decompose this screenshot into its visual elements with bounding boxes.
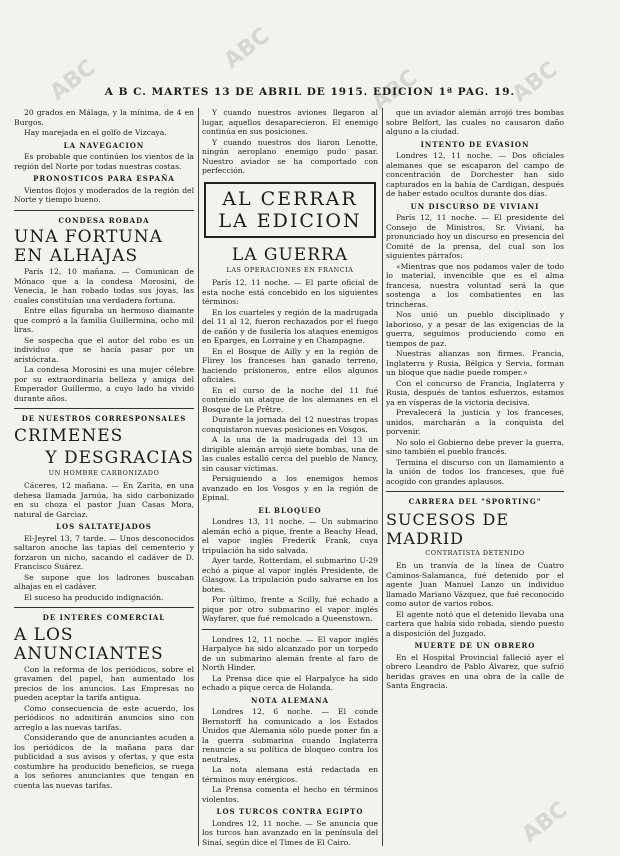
column-rule-2: [382, 108, 383, 846]
paragraph: Hay marejada en el golfo de Vizcaya.: [24, 128, 167, 137]
divider: [386, 491, 564, 492]
section-subhead: NOTA ALEMANA: [251, 695, 329, 705]
paragraph: Y cuando nuestros dos liaron Lenotte, ningún aeroplano enemigo pudo pasar. Nuestro aviador se ha comportado con perfección.: [202, 137, 378, 175]
paragraph: París 12, 11 noche. — El presidente del Consejo de Ministros, Sr. Viviani, ha pronunciado hoy un discurso en presencia del Comité de la prensa, del cual son los siguientes párrafos:: [386, 213, 564, 260]
paragraph: La Prensa dice que el Harpalyce ha sido echado a pique cerca de Holanda.: [202, 673, 378, 692]
paragraph: En el Hospital Provincial falleció ayer el obrero Leandro de Pablo Álvarez, que sufrió heridas graves en una obra de la calle de Santa Engracia.: [386, 652, 564, 690]
section-subhead: DE INTERES COMERCIAL: [42, 613, 166, 622]
watermark-5: ABC: [517, 797, 573, 848]
paragraph: Entre ellas figuraba un hermoso diamante que compró a la familia Guillermina, ocho mil liras.: [14, 306, 194, 334]
headline-crimenes: CRIMENES: [14, 425, 124, 446]
watermark-4: ABC: [507, 57, 563, 108]
paragraph: Londres 13, 11 noche. — Un submarino alemán echó a pique, frente a Beachy Head, el vapor inglés Frederik Frank, cuya tripulación ha sido salvada.: [202, 517, 378, 555]
headline-guerra: LA GUERRA: [231, 244, 349, 265]
headline-deck: UN HOMBRE CARBONIZADO: [48, 468, 160, 477]
paragraph: Y cuando nuestros aviones llegaron al lugar, aquellos desaparecieron. El enemigo continúa en sus posiciones.: [202, 108, 378, 136]
paragraph: La Prensa comenta el hecho en términos violentos.: [202, 785, 378, 804]
paragraph: Nuestras alianzas son firmes. Francia, Inglaterra y Rusia, Bélgica y Servia, forman un bloque que nadie puede romper.»: [386, 349, 564, 377]
paragraph: Termina el discurso con un llamamiento a la unión de todos los franceses, que fué acogido con grandes aplausos.: [386, 457, 564, 486]
paragraph: Londres 12, 11 noche. — El vapor inglés Harpalyce ha sido alcanzado por un torpedo de un submarino alemán frente al faro de North Hinder.: [202, 634, 378, 672]
section-subhead: LA NAVEGACION: [63, 140, 145, 150]
headline-anunciantes: A LOS ANUNCIANTES: [14, 624, 164, 664]
paragraph: En el Bosque de Ailly y en la región de Flirey los franceses han ganado terreno, haciendo prisioneros, entre ellos algunos oficiales.: [202, 346, 378, 384]
column-3: [386, 108, 564, 850]
divider: [14, 607, 194, 608]
paragraph: Como consecuencia de este acuerdo, los periódicos no admitirán anuncios sino con arreglo a las nuevas tarifas.: [14, 703, 194, 732]
paragraph: Por último, frente a Scilly, fué echado a pique por otro submarino el vapor inglés Wayfarer, que fué remolcado a Queenstown.: [202, 595, 378, 623]
paragraph: La nota alemana está redactada en términos muy enérgicos.: [202, 765, 378, 784]
paragraph: que un aviador alemán arrojó tres bombas sobre Belfort, las cuales no causaron daño alguno a la ciudad.: [386, 108, 564, 136]
paragraph: Londres 12, 11 noche. — Dos oficiales alemanes que se escaparon del campo de concentración de Dorchester han sido capturados en la bahía de Cardigan, después de haber estado ocultos durante dos días.: [386, 151, 564, 198]
watermark-1: ABC: [45, 55, 101, 106]
paragraph: Es probable que continúen los vientos de la región del Norte por todas nuestras costas.: [14, 152, 194, 171]
paragraph: Con la reforma de los periódicos, sobre el gravamen del papel, han aumentado los precios de los anuncios. Las Empresas no pueden aceptar la tarifa antigua.: [14, 664, 194, 702]
paragraph: 20 grados en Málaga, y la mínima, de 4 en Burgos.: [14, 108, 194, 127]
paragraph: No solo el Gobierno debe prever la guerra, sino también el pueblo francés.: [386, 437, 564, 456]
section-subhead: LOS TURCOS CONTRA EGIPTO: [216, 807, 364, 816]
al-cerrar-box: [204, 182, 376, 238]
divider: [14, 408, 194, 409]
paragraph: A la una de la madrugada del 13 un dirigible alemán arrojó siete bombas, una de las cuales estalló cerca del pueblo de Nancy, sin causar víctimas.: [202, 435, 378, 473]
column-1: [14, 108, 194, 850]
section-subhead: INTENTO DE EVASION: [420, 139, 530, 149]
section-subhead: CONDESA ROBADA: [58, 215, 150, 225]
page-header: A B C. MARTES 13 DE ABRIL DE 1915. EDICION 1ª PAG. 19.: [104, 86, 516, 98]
paragraph: El agente notó que el detenido llevaba una cartera que había sido robada, siendo puesto a disposición del Juzgado.: [386, 609, 564, 638]
paragraph: La condesa Morosini es una mujer célebre por su extraordinaria belleza y amiga del Emperador Guillermo, a cuyo lado ha vivido durante años.: [14, 365, 194, 403]
divider: [202, 629, 378, 630]
section-subhead: PRONOSTICOS PARA ESPAÑA: [33, 174, 175, 183]
headline-desgracias: Y DESGRACIAS: [45, 447, 194, 468]
paragraph: Londres 12, 6 noche. — El conde Bernstorff ha comunicado a los Estados Unidos que Alemania sólo puede poner fin a la guerra submarina cuando Inglaterra renuncie a su política de bloqueo contra los neutrales.: [202, 707, 378, 764]
paragraph: El-Jeyrel 13, 7 tarde. — Unos desconocidos saltaron anoche las tapias del cementerio y forzaron un nicho, sacando el cadáver de D. Francisco Suárez.: [14, 533, 194, 571]
paragraph: Cáceres, 12 mañana. — En Zarita, en una dehesa llamada Jarnúa, ha sido carbonizado en su choza el pastor Juan Casas Mora, natural de Garciaz.: [14, 481, 194, 519]
section-subhead: UN DISCURSO DE VIVIANI: [410, 201, 540, 211]
watermark-2: ABC: [219, 23, 275, 74]
paragraph: Londres 12, 11 noche. — Se anuncia que los turcos han avanzado en la península del Sinaí, según dice el Times de El Cairo.: [202, 818, 378, 847]
divider: [14, 210, 194, 211]
headline-sucesos: SUCESOS DE MADRID: [386, 509, 509, 548]
paragraph: «Mientras que nos podamos valer de todo lo material, invencible que es el alma francesa, nuestra voluntad será la que sostenga a los combatientes en las trincheras.: [386, 261, 564, 309]
paragraph: En el curso de la noche del 11 fué contenido un ataque de los alemanes en el Bosque de Le Prêtre.: [202, 385, 378, 414]
section-subhead: LOS SALTATEJADOS: [56, 522, 152, 531]
paragraph: Con el concurso de Francia, Inglaterra y Rusia, después de tantos esfuerzos, estamos ya en vísperas de la victoria decisiva.: [386, 378, 564, 407]
headline-fortuna: UNA FORTUNA EN ALHAJAS: [14, 227, 163, 266]
paragraph: Durante la jornada del 12 nuestras tropas conquistaron nuevas posiciones en Vosgos.: [202, 415, 378, 434]
paragraph: Nos unió un pueblo disciplinado y laborioso, y a pesar de las exigencias de la guerra, seguimos produciendo como en tiempos de paz.: [386, 310, 564, 348]
paragraph: Vientos flojos y moderados de la región del Norte y tiempo bueno.: [14, 185, 194, 204]
paragraph: Se supone que los ladrones buscaban alhajas en el cadáver.: [14, 572, 194, 591]
box-title-2: LA EDICION: [218, 209, 362, 232]
paragraph: Ayer tarde, Rotterdam, el submarino U-29 echó a pique al vapor inglés Presidente, de Glasgow. La tripulación pudo salvarse en los botes.: [202, 556, 378, 594]
column-2: [202, 108, 378, 850]
paragraph: Considerando que de anunciantes acuden a los periódicos de la mañana para dar publicidad a sus avisos y ofertas, y que esta costumbre ha producido beneficios, se ruega a los señores anunciantes que tengan en cuenta las nuevas tarifas.: [14, 733, 194, 790]
watermark-3: ABC: [367, 65, 423, 116]
box-title-1: AL CERRAR: [222, 187, 358, 210]
paragraph: Persiguiendo a los enemigos hemos avanzado en los Vosgos y en la región de Epinal.: [202, 474, 378, 502]
paragraph: París 12, 10 mañana. — Comunican de Mónaco que a la condesa Morosini, de Venecia, le han robado todas sus joyas, las cuales constituían una verdadera fortuna.: [14, 267, 194, 305]
column-rule-1: [198, 108, 199, 846]
paragraph: Se sospecha que el autor del robo es un individuo que se hacía pasar por un aristócrata.: [14, 335, 194, 364]
paragraph: París 12, 11 noche. — El parte oficial de esta noche está concebido en los siguientes términos:: [202, 278, 378, 306]
paragraph: El suceso ha producido indignación.: [24, 592, 164, 602]
headline-deck: CONTRATISTA DETENIDO: [425, 548, 525, 557]
paragraph: En un tranvía de la línea de Cuatro Caminos-Salamanca, fué detenido por el agente Juan Manuel Lanzo un individuo llamado Mariano Vázquez, que fué reconocido como autor de varios robos.: [386, 561, 564, 608]
section-subhead: DE NUESTROS CORRESPONSALES: [21, 414, 187, 423]
section-subhead: EL BLOQUEO: [258, 505, 322, 515]
section-subhead: CARRERA DEL "SPORTING": [408, 497, 542, 506]
section-subhead: MUERTE DE UN OBRERO: [414, 641, 536, 650]
paragraph: Prevalecerá la justicia y los franceses, unidos, marcharán a la conquista del porvenir.: [386, 408, 564, 436]
paragraph: En los cuarteles y región de la madrugada del 11 al 12, fueron rechazados por el fuego de cañón y de fusilería los ataques enemigos en Eparges, en Lorraine y en Champagne.: [202, 307, 378, 345]
headline-deck: LAS OPERACIONES EN FRANCIA: [226, 265, 354, 274]
